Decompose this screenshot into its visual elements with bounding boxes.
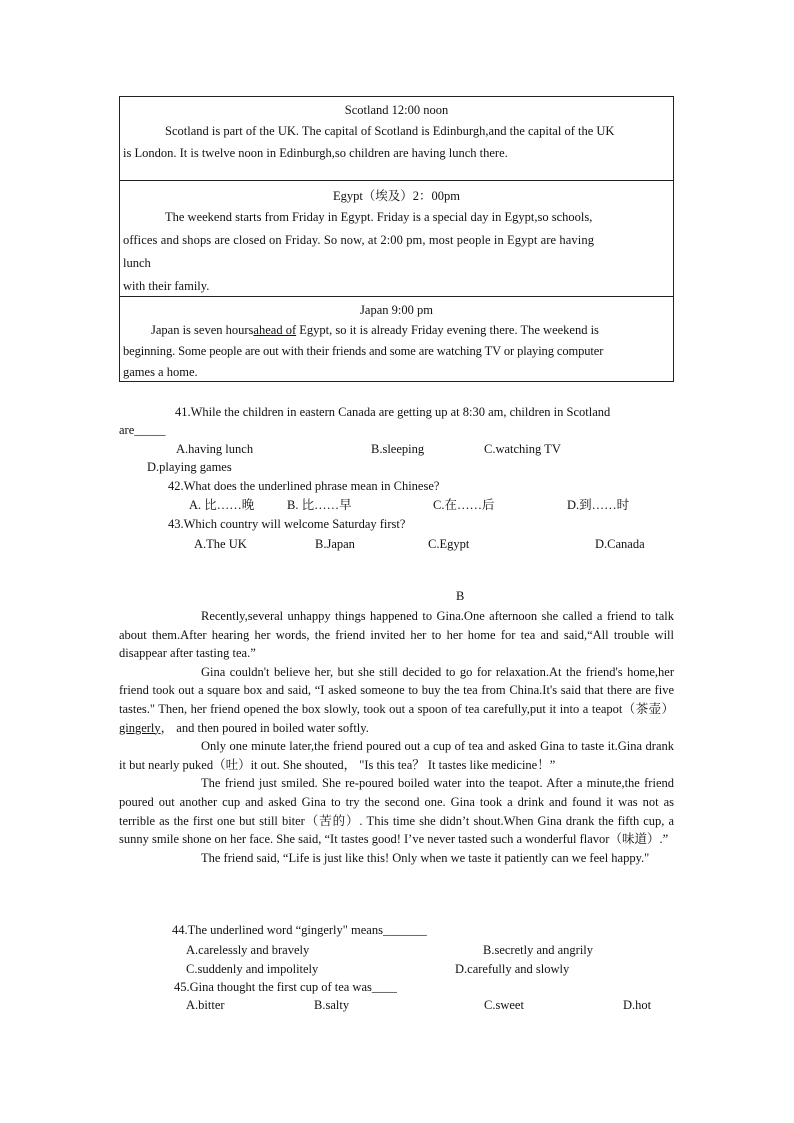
egypt-line-4: with their family.: [123, 279, 210, 293]
scotland-text: [120, 120, 673, 164]
q44-option-b[interactable]: B.secretly and angrily: [483, 943, 594, 957]
passage-paragraph-2-start: Gina couldn't believe her, but she still decided to go for relaxation.At the friend's home,her friend took out a square box and said, “I asked someone to buy the tea from China.It's said that there are five tastes." Then, her friend opened the box slowly, took out a spoon of tea carefully,put it into a teapot（茶壶）: [119, 664, 674, 716]
q41-stem-line-1: 41.While the children in eastern Canada are getting up at 8:30 am, children in Scotland: [175, 405, 611, 419]
time-zone-table: [119, 96, 674, 382]
q44-stem: 44.The underlined word “gingerly" means_______: [172, 923, 427, 937]
passage-paragraph-2-end: ， and then poured in boiled water softly.: [160, 720, 369, 735]
q43-option-c[interactable]: C.Egypt: [428, 537, 470, 551]
q41-stem-line-2: are_____: [119, 423, 166, 437]
q45-stem: 45.Gina thought the first cup of tea was____: [174, 980, 397, 994]
passage-paragraph-3: Only one minute later,the friend poured out a cup of tea and asked Gina to taste it.Gina drank it but nearly puked（吐）it out. She shouted， "Is this tea？ It tastes like medicine！”: [119, 739, 674, 772]
q43-stem: 43.Which country will welcome Saturday first?: [168, 517, 406, 531]
underlined-phrase: ahead of: [253, 323, 297, 337]
passage-paragraph-2: [119, 663, 674, 737]
passage-paragraph-5: The friend said, “Life is just like this! Only when we taste it patiently can we feel happy.": [201, 850, 650, 865]
scotland-heading: Scotland 12:00 noon: [344, 103, 449, 117]
section-b-heading: B: [456, 589, 465, 603]
scotland-cell: [120, 97, 673, 181]
q41-option-d[interactable]: D.playing games: [147, 460, 232, 474]
q43-option-b[interactable]: B.Japan: [315, 537, 355, 551]
q44-option-c[interactable]: C.suddenly and impolitely: [186, 962, 319, 976]
q45-option-c[interactable]: C.sweet: [484, 998, 524, 1012]
japan-line-2: beginning. Some people are out with their friends and some are watching TV or playing computer: [123, 344, 604, 358]
passage-b: [119, 607, 674, 867]
q42-option-b[interactable]: B. 比……早: [287, 498, 352, 512]
q45-option-a[interactable]: A.bitter: [186, 998, 225, 1012]
q41-option-a[interactable]: A.having lunch: [176, 442, 254, 456]
q44-option-d[interactable]: D.carefully and slowly: [455, 962, 570, 976]
q45-option-b[interactable]: B.salty: [314, 998, 350, 1012]
egypt-cell: [120, 181, 673, 297]
egypt-line-2: offices and shops are closed on Friday. So now, at 2:00 pm, most people in Egypt are having: [123, 233, 595, 247]
q42-stem: 42.What does the underlined phrase mean in Chinese?: [168, 479, 440, 493]
q45-option-d[interactable]: D.hot: [623, 998, 652, 1012]
passage-paragraph-1: Recently,several unhappy things happened to Gina.One afternoon she called a friend to talk about them.After hearing her words, the friend invited her to her home for tea and said,“All trouble will disappear after tasting tea.”: [119, 609, 674, 661]
q43-option-a[interactable]: A.The UK: [194, 537, 247, 551]
japan-line-1: [123, 320, 673, 341]
q42-option-d[interactable]: D.到……时: [567, 498, 630, 512]
q44-option-a[interactable]: A.carelessly and bravely: [186, 943, 310, 957]
passage-paragraph-4: The friend just smiled. She re-poured boiled water into the teapot. After a minute,the friend poured out another cup and asked Gina to try the second one. Gina took a drink and found it was not as terrible as the first one but still biter（苦的）. This time she didn’t shout.When Gina drank the fifth cup, a sunny smile shone on her face. She said, “It tastes good! I’ve never tasted such a wonderful flavor（味道）.”: [119, 776, 674, 847]
egypt-heading: Egypt（埃及）2：00pm: [332, 189, 461, 203]
japan-cell: [120, 297, 673, 381]
japan-heading: Japan 9:00 pm: [360, 303, 433, 317]
japan-line-1-end: Egypt, so it is already Friday evening there. The weekend is: [299, 323, 599, 337]
scotland-line-2: is London. It is twelve noon in Edinburgh,so children are having lunch there.: [123, 146, 508, 160]
q42-option-c[interactable]: C.在……后: [433, 498, 495, 512]
q41-option-c[interactable]: C.watching TV: [484, 442, 561, 456]
japan-line-3: games a home.: [123, 365, 198, 379]
egypt-line-3: lunch: [123, 256, 151, 270]
egypt-line-1: The weekend starts from Friday in Egypt. Friday is a special day in Egypt,so schools,: [165, 210, 593, 224]
underlined-word-gingerly: gingerly: [119, 720, 161, 735]
q42-option-a[interactable]: A. 比……晚: [189, 498, 255, 512]
egypt-text: [120, 206, 673, 298]
scotland-line-1: Scotland is part of the UK. The capital of Scotland is Edinburgh,and the capital of the UK: [165, 124, 615, 138]
japan-line-1-start: Japan is seven hours: [151, 323, 254, 337]
q43-option-d[interactable]: D.Canada: [595, 537, 645, 551]
japan-text: [120, 320, 673, 383]
q41-option-b[interactable]: B.sleeping: [371, 442, 425, 456]
